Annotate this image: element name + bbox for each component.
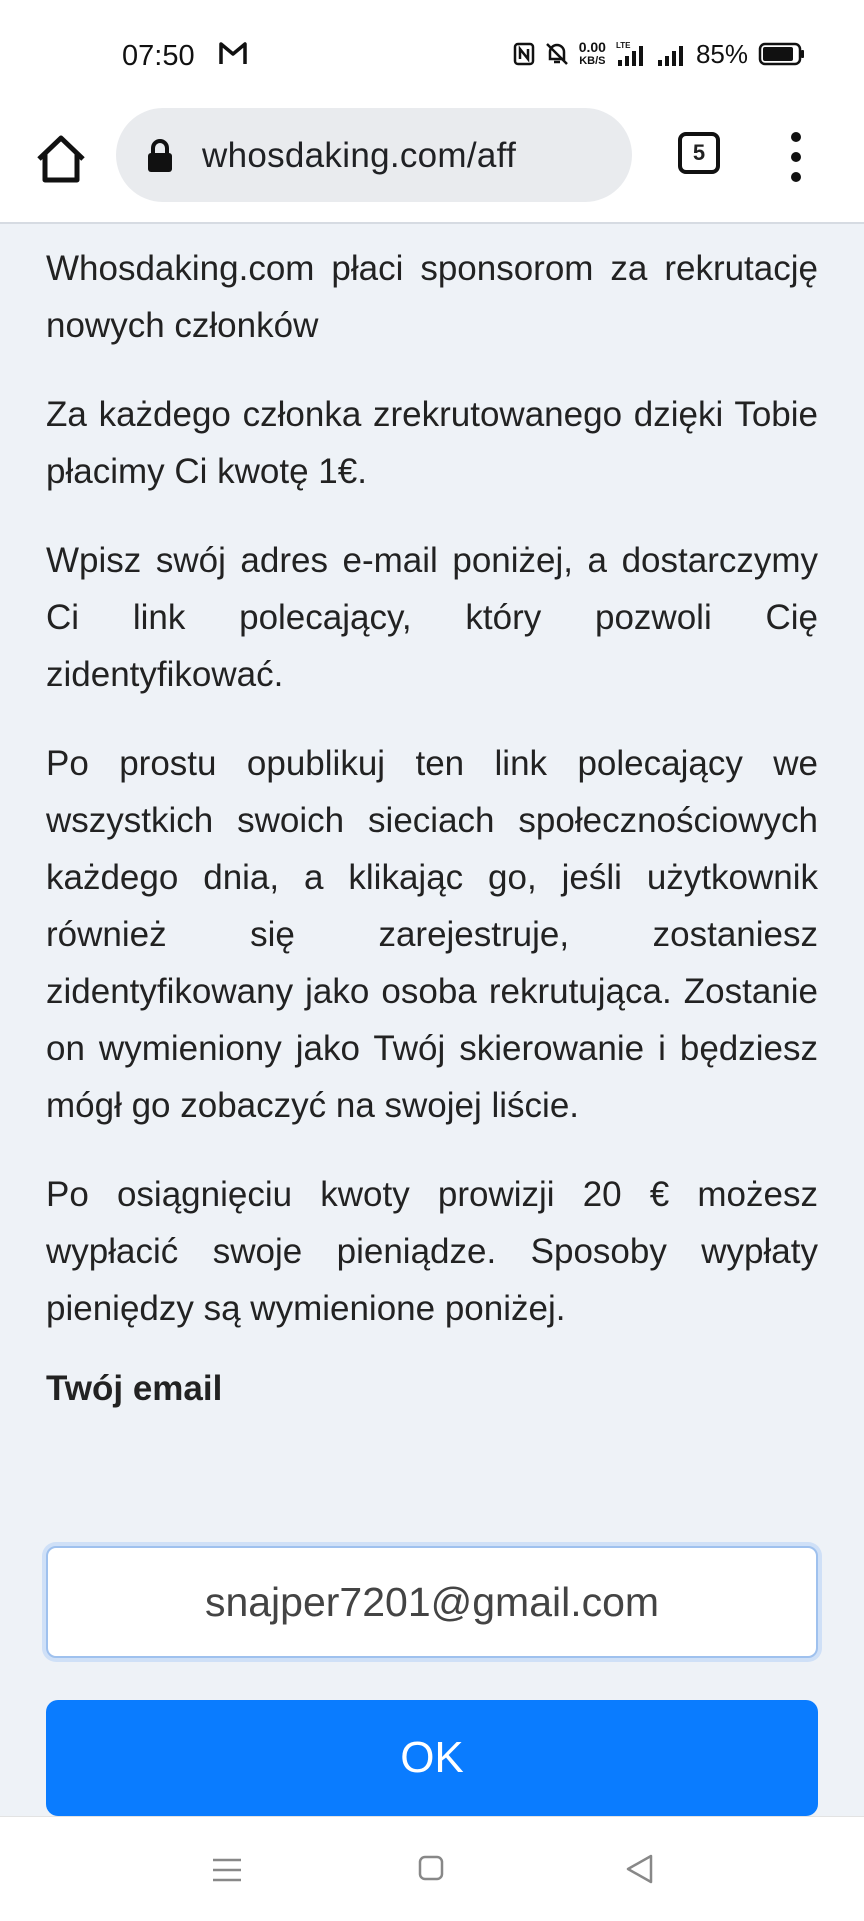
email-field-value: snajper7201@gmail.com [204,1578,660,1625]
speed-value: 0.00 [578,39,606,55]
intro-paragraph: Whosdaking.com płaci sponsorom za rekrutację nowych członków [46,249,818,345]
recent-apps-icon[interactable] [212,1857,242,1883]
share-link-paragraph: Po prostu opublikuj ten link polecający we wszystkich swoich sieciach społecznościowych każdego dnia, a klikając go, jeśli użytkownik również się zarejestruje, zostaniesz zidentyfikowany jako osoba rekrutująca. Zostanie on wymieniony jako Twój skierowanie i będziesz mógł go zobaczyć na swojej liście. [46,744,818,1125]
email-field[interactable] [46,1546,818,1658]
bell-muted-icon [545,41,569,67]
more-options-icon[interactable] [780,132,812,184]
gmail-icon [219,40,247,66]
signal-icon [656,40,686,68]
speed-unit: KB/S [579,55,606,67]
nfc-icon [513,42,535,66]
ok-button[interactable] [46,1700,818,1816]
menu-dot [791,132,801,142]
navigation-bar [0,1816,864,1921]
nav-home-icon[interactable] [418,1855,444,1881]
home-icon[interactable] [34,132,88,186]
status-icons [513,36,806,72]
svg-text:LTE: LTE [615,41,631,50]
tab-count: 5 [692,140,706,165]
menu-dot [791,152,801,162]
browser-toolbar [0,104,864,224]
status-bar [0,0,864,104]
ok-button-label: OK [400,1733,464,1782]
email-label: Twój email [46,1369,223,1408]
payout-paragraph: Po osiągnięciu kwoty prowizji 20 € możesz wypłacić swoje pieniądze. Sposoby wypłaty pieniędzy są wymienione poniżej. [46,1175,818,1328]
battery-percent: 85% [695,38,748,69]
address-bar[interactable] [116,108,632,202]
back-icon[interactable] [624,1853,654,1885]
status-time: 07:50 [122,40,195,72]
lte-signal-icon [616,40,646,68]
email-instruction-paragraph: Wpisz swój adres e-mail poniżej, a dostarczymy Ci link polecający, który pozwoli Cię zidentyfikować. [46,541,818,694]
tab-switcher-button[interactable] [678,132,720,174]
page-content [46,240,818,1409]
menu-dot [791,172,801,182]
reward-paragraph: Za każdego członka zrekrutowanego dzięki Tobie płacimy Ci kwotę 1€. [46,395,818,491]
network-speed [579,40,606,68]
battery-icon [758,42,806,66]
url-text: whosdaking.com/aff [202,136,517,175]
lock-icon [146,138,174,174]
